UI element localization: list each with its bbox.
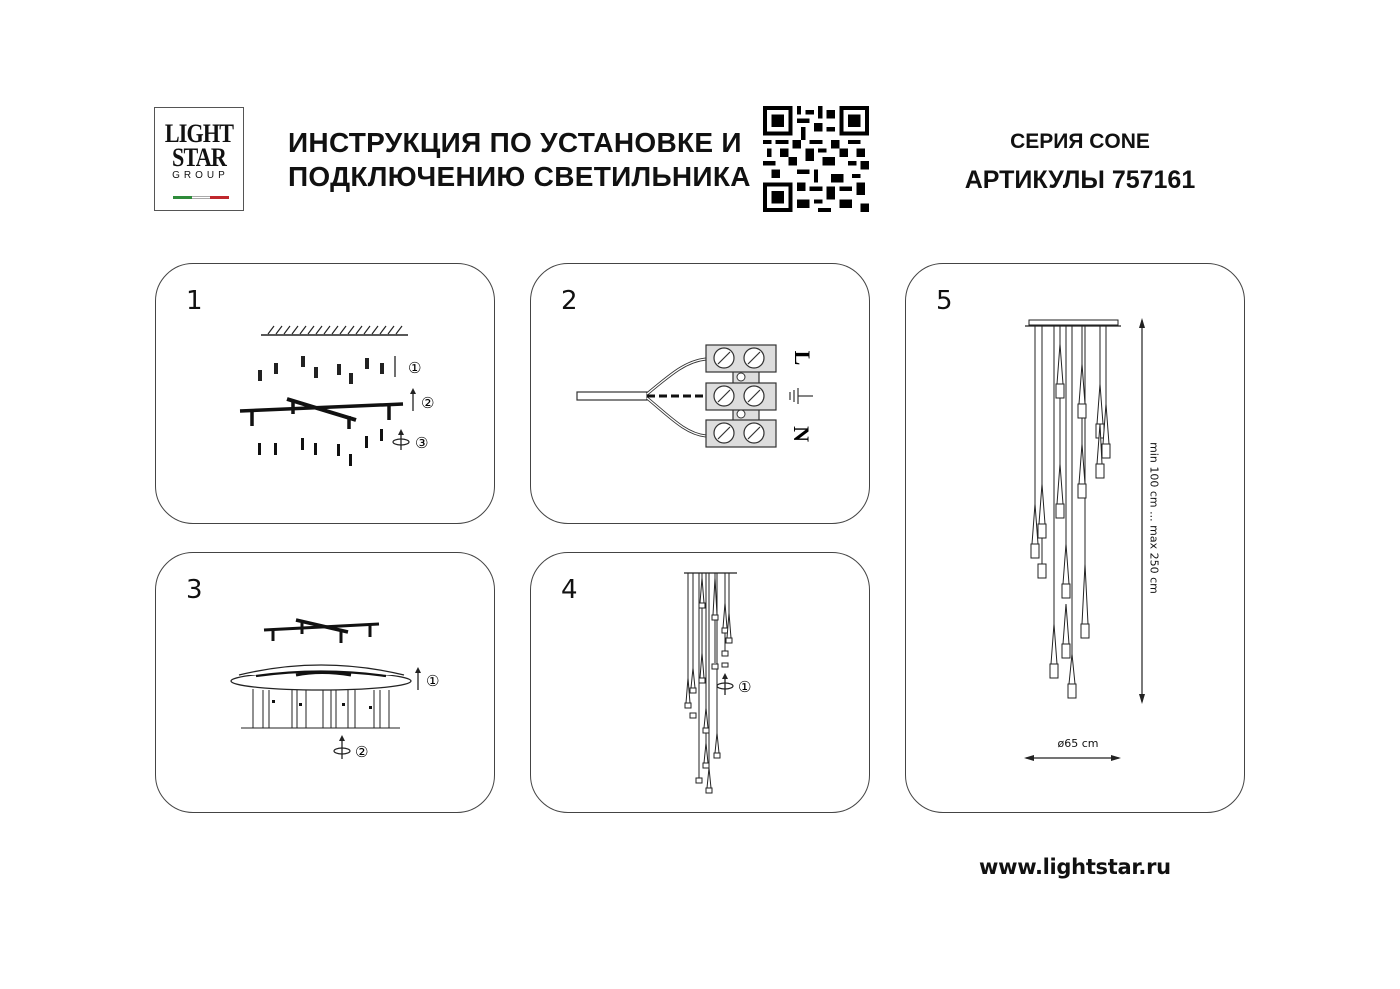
terminal-label-n: N: [789, 426, 814, 442]
height-dimension-label: min 100 cm ... max 250 cm: [1147, 442, 1161, 594]
callout-3: ③: [415, 434, 429, 452]
brand-logo: [154, 107, 244, 211]
callout-1: ①: [408, 359, 422, 377]
wiring-diagram: [531, 264, 871, 525]
step-number: 2: [561, 286, 578, 316]
step-number: 1: [186, 286, 203, 316]
step-number: 3: [186, 575, 203, 605]
ceiling-mount-diagram: [156, 264, 496, 525]
callout-2: ②: [421, 394, 435, 412]
step-2-panel: [530, 263, 870, 524]
canopy-mount-diagram: [156, 553, 496, 814]
italian-flag-stripe: [173, 196, 229, 199]
logo-line-star: STAR: [172, 143, 226, 172]
website-link[interactable]: www.lightstar.ru: [979, 855, 1171, 879]
shade-install-diagram: [531, 553, 871, 814]
title-line-1: ИНСТРУКЦИЯ ПО УСТАНОВКЕ И: [288, 127, 742, 158]
step-1-panel: [155, 263, 495, 524]
document-title: [288, 126, 751, 194]
callout-1: ①: [426, 672, 440, 690]
dimensions-diagram: [906, 264, 1246, 814]
series-label: СЕРИЯ CONE: [1010, 130, 1150, 153]
logo-line-light: LIGHT: [164, 119, 234, 148]
qr-code-icon[interactable]: [763, 106, 869, 212]
step-5-panel: [905, 263, 1245, 813]
title-line-2: ПОДКЛЮЧЕНИЮ СВЕТИЛЬНИКА: [288, 161, 751, 192]
step-number: 5: [936, 286, 953, 316]
article-label: АРТИКУЛЫ 757161: [964, 166, 1196, 194]
callout-2: ②: [355, 743, 369, 761]
step-4-panel: [530, 552, 870, 813]
diameter-dimension-label: ø65 cm: [1057, 737, 1099, 750]
callout-1: ①: [738, 678, 752, 696]
series-info: [960, 128, 1200, 200]
step-number: 4: [561, 575, 578, 605]
logo-line-group: GROUP: [172, 170, 229, 181]
terminal-label-l: L: [790, 350, 815, 366]
step-3-panel: [155, 552, 495, 813]
